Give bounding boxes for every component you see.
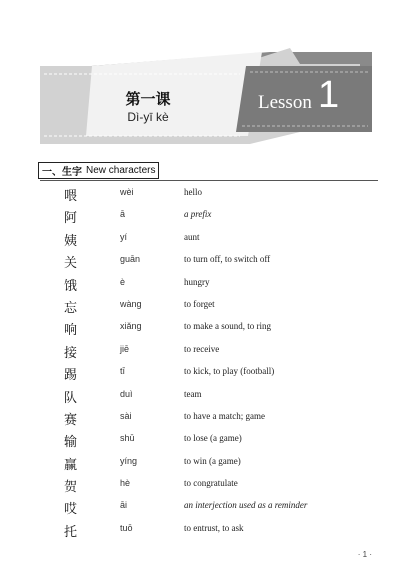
vocab-meaning: to have a match; game bbox=[184, 410, 265, 421]
vocab-character: 关 bbox=[64, 256, 78, 272]
vocab-row bbox=[0, 496, 412, 518]
vocab-row bbox=[0, 407, 412, 429]
vocab-meaning: to turn off, to switch off bbox=[184, 254, 271, 265]
vocab-character: 饿 bbox=[64, 278, 78, 294]
vocab-pinyin: guān bbox=[120, 254, 141, 265]
vocab-pinyin: sài bbox=[120, 410, 132, 421]
vocab-meaning: to congratulate bbox=[184, 478, 238, 489]
vocab-pinyin: tuō bbox=[120, 522, 133, 533]
vocab-character: 输 bbox=[64, 435, 78, 451]
vocab-character: 哎 bbox=[64, 502, 78, 518]
vocab-row bbox=[0, 429, 412, 451]
section-number-chinese: 一、生字 bbox=[42, 167, 82, 178]
lesson-title-chinese: 第一课 bbox=[125, 90, 171, 108]
lesson-label: Lesson bbox=[258, 92, 312, 113]
vocab-character: 赢 bbox=[64, 457, 78, 473]
vocab-pinyin: hè bbox=[120, 478, 131, 489]
vocab-pinyin: è bbox=[120, 276, 126, 287]
section-divider bbox=[40, 180, 378, 181]
vocab-character: 贺 bbox=[64, 480, 78, 496]
vocab-row bbox=[0, 474, 412, 496]
section-header-new-characters bbox=[38, 162, 159, 179]
vocab-pinyin: ā bbox=[120, 209, 126, 220]
vocab-meaning: to kick, to play (football) bbox=[184, 366, 275, 377]
vocab-pinyin: yí bbox=[120, 231, 128, 242]
vocab-meaning: hungry bbox=[184, 276, 210, 287]
vocab-pinyin: shū bbox=[120, 433, 135, 444]
vocab-row bbox=[0, 317, 412, 339]
vocab-meaning: a prefix bbox=[184, 209, 212, 220]
vocab-pinyin: āi bbox=[120, 500, 128, 511]
vocab-pinyin: duì bbox=[120, 388, 133, 399]
vocab-character: 喂 bbox=[64, 189, 78, 204]
vocab-meaning: to forget bbox=[184, 298, 215, 309]
vocab-row bbox=[0, 519, 412, 541]
vocab-row bbox=[0, 273, 412, 295]
vocab-pinyin: tī bbox=[120, 366, 126, 377]
vocab-character: 响 bbox=[64, 323, 78, 339]
vocab-row bbox=[0, 340, 412, 362]
vocab-meaning: an interjection used as a reminder bbox=[184, 500, 308, 511]
vocab-meaning: to make a sound, to ring bbox=[184, 321, 271, 332]
vocab-meaning: to receive bbox=[184, 343, 220, 354]
vocab-row bbox=[0, 183, 412, 205]
banner-graphic bbox=[0, 0, 412, 160]
vocab-row bbox=[0, 295, 412, 317]
vocab-character: 赛 bbox=[64, 412, 78, 428]
vocab-pinyin: yíng bbox=[120, 455, 138, 466]
vocab-pinyin: wèi bbox=[120, 187, 134, 197]
vocab-pinyin: xiǎng bbox=[120, 321, 142, 332]
vocab-row bbox=[0, 228, 412, 250]
lesson-title-pinyin: Dì-yī kè bbox=[127, 110, 169, 124]
vocabulary-list bbox=[0, 183, 412, 541]
vocab-meaning: hello bbox=[184, 187, 202, 197]
page-number: · 1 · bbox=[357, 550, 372, 559]
vocab-character: 队 bbox=[64, 390, 78, 406]
vocab-pinyin: wàng bbox=[120, 298, 142, 309]
vocab-row bbox=[0, 250, 412, 272]
vocab-character: 姨 bbox=[64, 233, 78, 249]
vocab-character: 踢 bbox=[64, 368, 78, 384]
vocab-meaning: aunt bbox=[184, 231, 200, 242]
section-title-english: New characters bbox=[86, 165, 156, 176]
vocab-character: 接 bbox=[64, 345, 78, 361]
vocab-row bbox=[0, 362, 412, 384]
lesson-banner bbox=[0, 0, 412, 160]
vocab-row bbox=[0, 385, 412, 407]
vocab-pinyin: jiē bbox=[120, 343, 130, 354]
lesson-number: 1 bbox=[318, 74, 340, 116]
vocab-row bbox=[0, 205, 412, 227]
vocab-character: 忘 bbox=[64, 300, 78, 316]
vocab-meaning: to entrust, to ask bbox=[184, 522, 244, 533]
vocab-character: 阿 bbox=[64, 211, 78, 227]
vocab-row bbox=[0, 452, 412, 474]
vocab-meaning: to lose (a game) bbox=[184, 433, 242, 444]
vocab-character: 托 bbox=[64, 524, 78, 540]
vocab-meaning: to win (a game) bbox=[184, 455, 241, 466]
vocab-meaning: team bbox=[184, 388, 202, 399]
